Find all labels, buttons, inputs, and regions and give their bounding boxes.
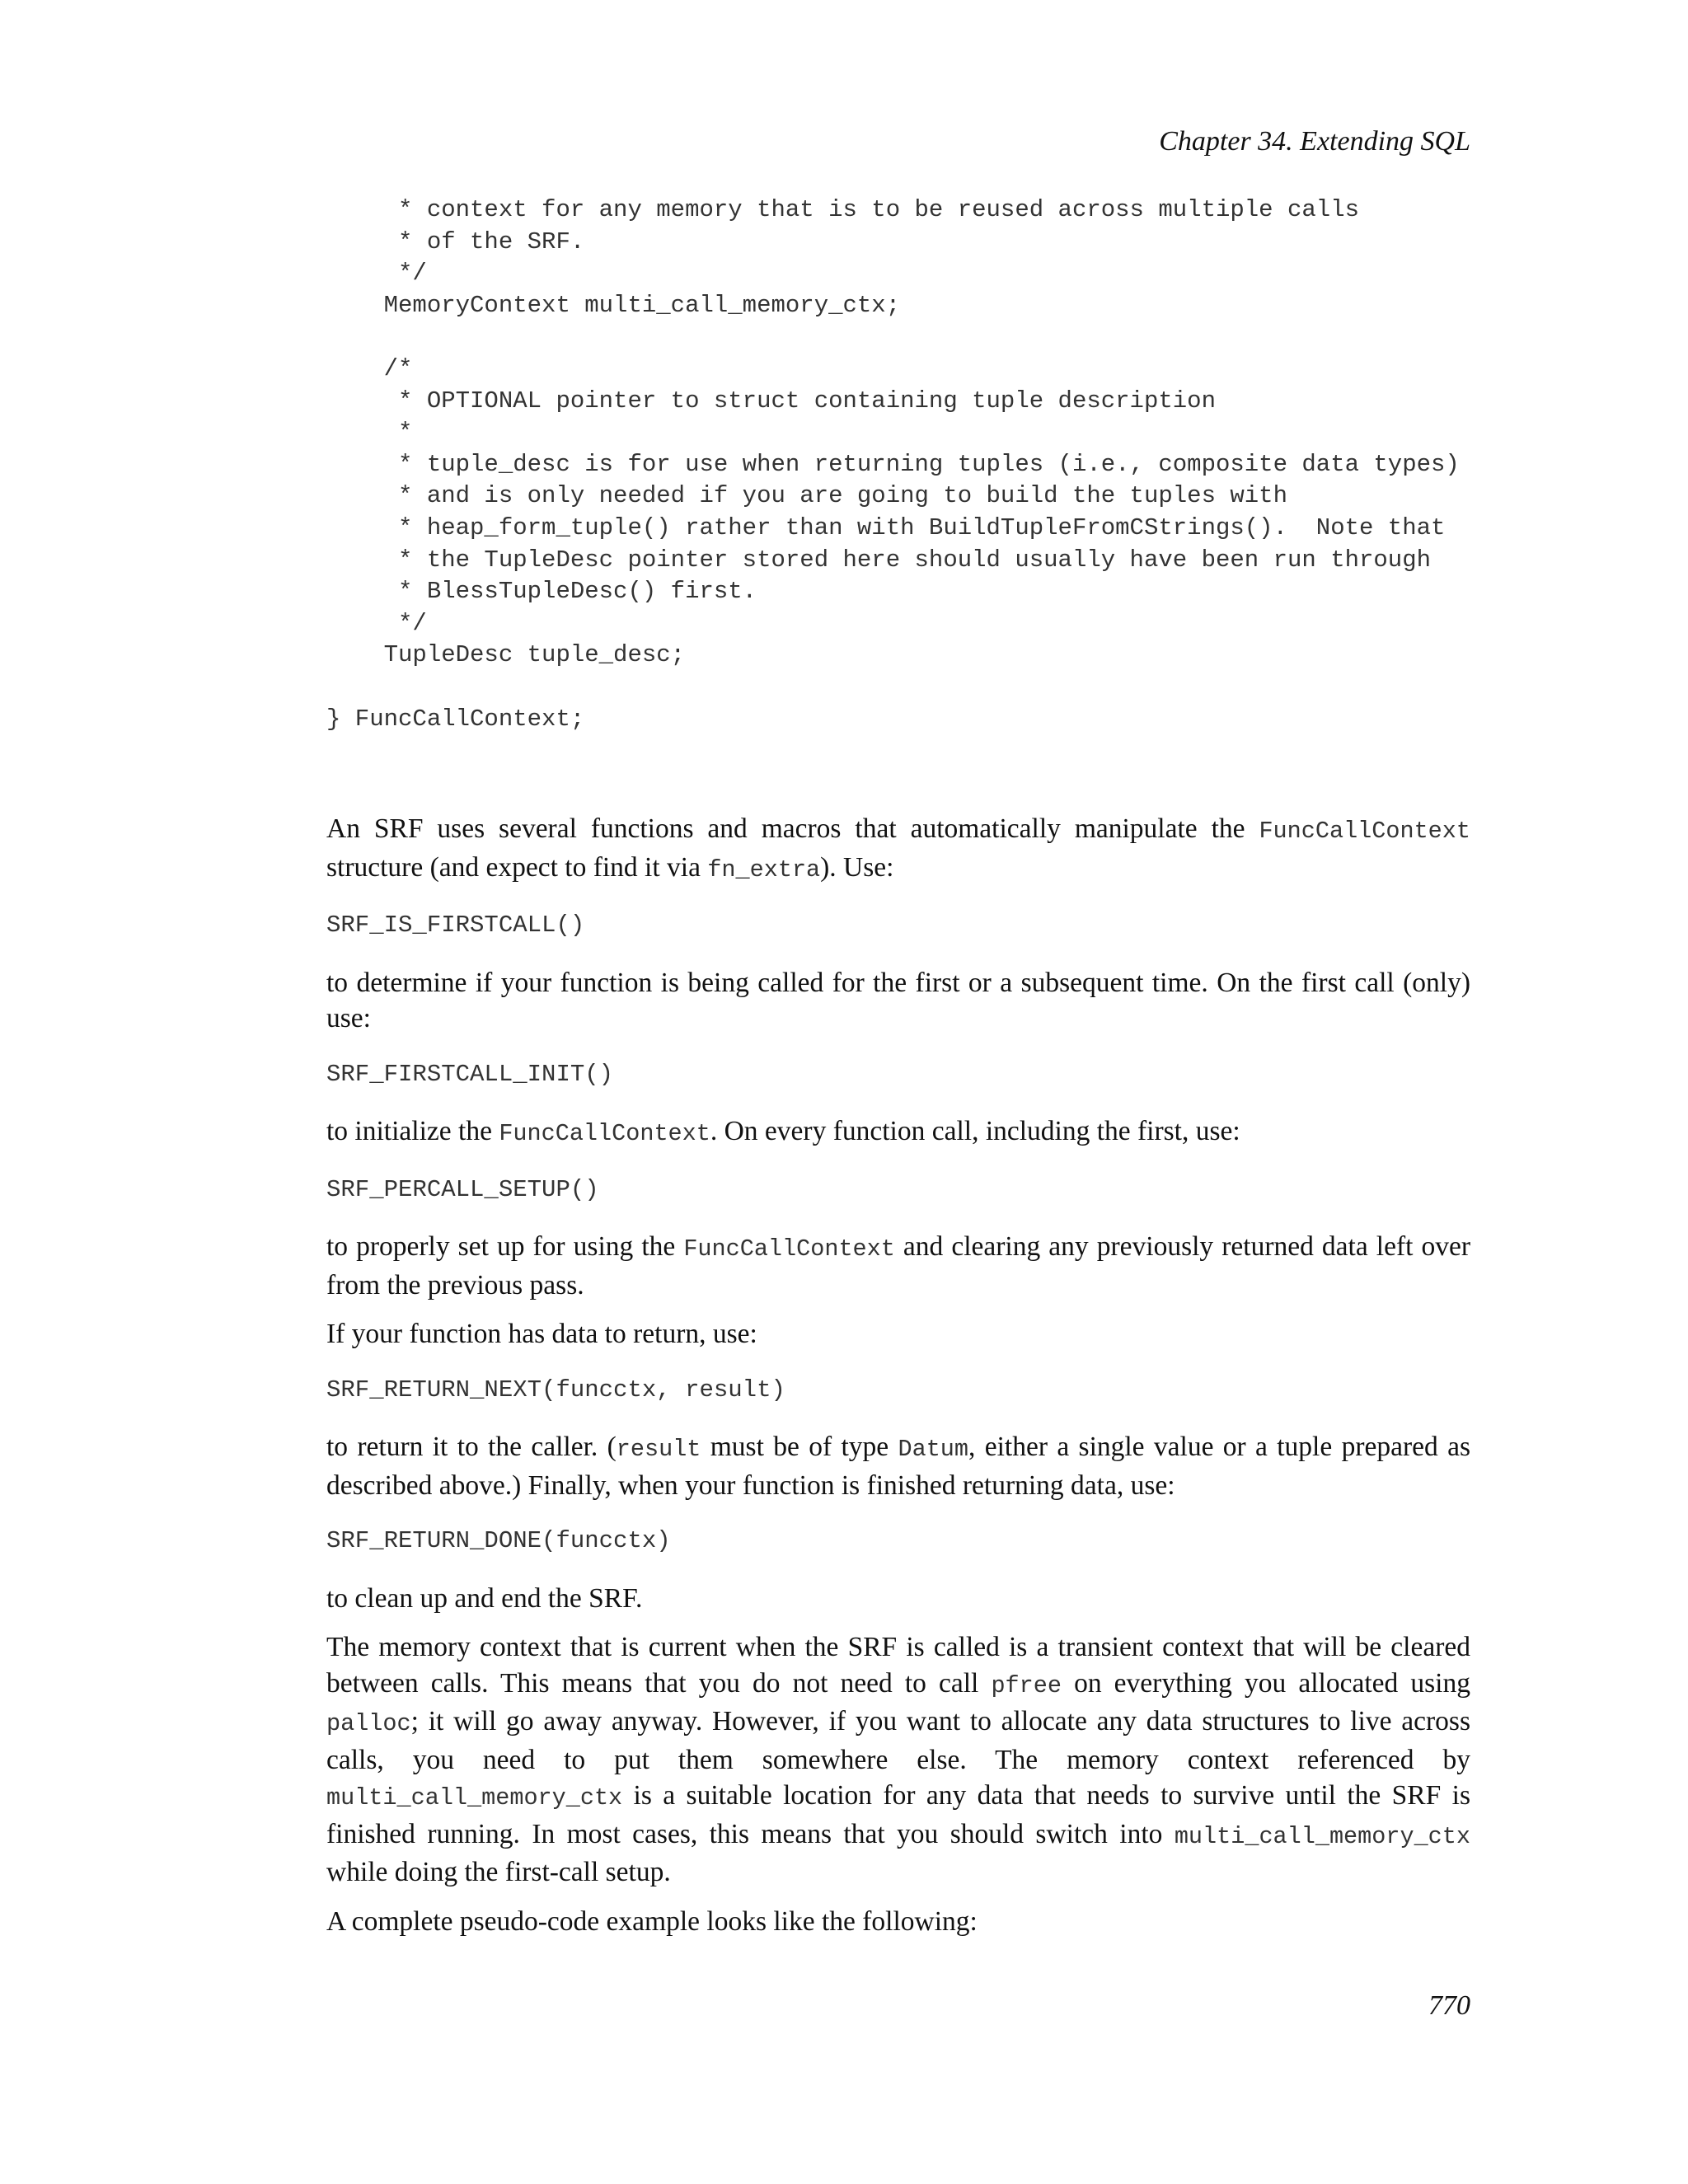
paragraph-determine-first-call: to determine if your function is being called for the first or a subsequent time. On the first call (only) use: [326,967,1470,1034]
chapter-header: Chapter 34. Extending SQL [1159,126,1470,157]
paragraph-memory-context: The memory context that is current when the SRF is called is a transient context that will be cleared between calls. This means that you do not need to call pfree on everything you allocated using palloc; it will go away anyway. However, if you want to allocate any data structures to live across calls, you need to put them somewhere else. The memory context referenced by multi_call_memory_ctx is a suitable location for any data that needs to survive until the SRF is finished running. In most cases, this means that you should switch into multi_call_memory_ctx while doing the first-call setup. [326,1632,1470,1888]
paragraph-initialize: to initialize the FuncCallContext. On every function call, including the first, use: [326,1116,1240,1148]
inline-code: multi_call_memory_ctx [1174,1822,1470,1850]
paragraph-pseudo-code: A complete pseudo-code example looks like the following: [326,1905,978,1937]
inline-code: pfree [991,1671,1062,1699]
inline-code: multi_call_memory_ctx [326,1784,623,1812]
paragraph-clean-up: to clean up and end the SRF. [326,1582,643,1614]
inline-code: FuncCallContext [499,1120,710,1148]
code-srf-percall-setup: SRF_PERCALL_SETUP() [326,1175,599,1203]
code-srf-return-done: SRF_RETURN_DONE(funcctx) [326,1527,671,1555]
code-srf-return-next: SRF_RETURN_NEXT(funcctx, result) [326,1376,785,1404]
paragraph-has-data: If your function has data to return, use: [326,1319,757,1350]
paragraph-srf-intro: An SRF uses several functions and macros that automatically manipulate the FuncCallContext structure (and expect to find it via fn_extra). Use: [326,813,1470,883]
paragraph-return-to-caller: to return it to the caller. (result must be of type Datum, either a single value or a tuple prepared as described above.) Finally, when your function is finished returning data, use: [326,1432,1471,1501]
inline-code: fn_extra [707,855,821,883]
inline-code: FuncCallContext [1259,818,1470,845]
inline-code: FuncCallContext [683,1235,895,1263]
inline-code: result [616,1436,701,1464]
code-block-funccallcontext: * context for any memory that is to be reused across multiple calls * of the SRF. */ MemoryContext multi_call_memory_ctx; /* * OPTIONAL pointer to struct containing tuple description * * tuple_desc is for use when returning tuples (i.e., composite data types) * and is only needed if you are going to build the tuples with * heap_form_tuple() rather than with BuildTupleFromCStrings(). Note that * the TupleDesc pointer stored here should usually have been run through * BlessTupleDesc() first. */ TupleDesc tuple_desc; } FuncCallContext; [326,196,1460,733]
paragraph-percall-setup: to properly set up for using the FuncCallContext and clearing any previously returned data left over from the previous pass. [326,1231,1470,1301]
code-srf-is-firstcall: SRF_IS_FIRSTCALL() [326,912,585,939]
code-srf-firstcall-init: SRF_FIRSTCALL_INIT() [326,1060,614,1088]
inline-code: palloc [326,1710,411,1738]
inline-code: Datum [898,1436,968,1464]
page-number: 770 [1428,1990,1470,2021]
body-text [326,811,1470,1939]
